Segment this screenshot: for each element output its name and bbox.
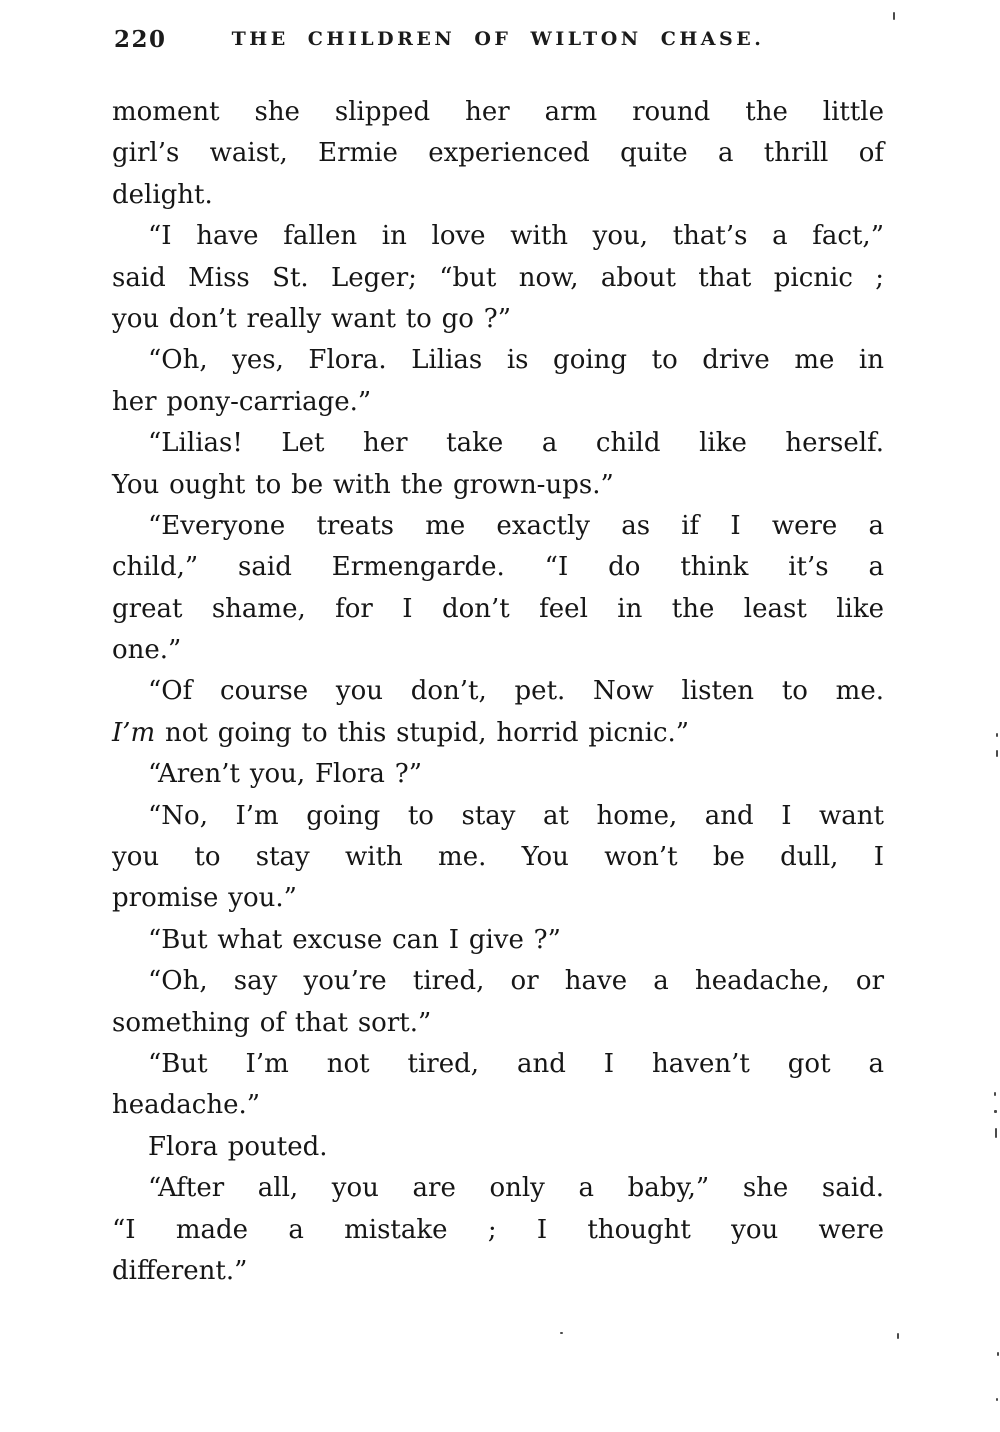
text-segment: “Oh, yes, Flora. Lilias is going to drive me in	[148, 345, 884, 376]
text-line	[112, 754, 884, 795]
text-line	[112, 713, 884, 754]
text-line	[112, 465, 884, 506]
text-segment: you to stay with me. You won’t be dull, I	[112, 842, 884, 873]
text-line	[112, 1168, 884, 1209]
text-segment: “But I’m not tired, and I haven’t got a	[148, 1048, 884, 1079]
paragraph	[112, 920, 884, 961]
text-line	[112, 506, 884, 547]
text-segment: “Oh, say you’re tired, or have a headache, or	[148, 966, 884, 997]
text-segment: different.”	[112, 1255, 248, 1286]
text-segment: “Lilias! Let her take a child like herself.	[148, 428, 884, 459]
text-line	[112, 1210, 884, 1251]
text-segment: “I have fallen in love with you, that’s a fact,”	[148, 221, 884, 252]
text-line	[112, 630, 884, 671]
text-line	[112, 175, 884, 216]
text-line	[112, 547, 884, 588]
italic-text: I’m	[112, 717, 156, 748]
text-segment: “No, I’m going to stay at home, and I want	[148, 800, 884, 831]
text-line	[112, 299, 884, 340]
paragraph	[112, 961, 884, 1044]
paragraph	[112, 216, 884, 340]
text-segment: her pony-carriage.”	[112, 386, 372, 417]
text-line	[112, 796, 884, 837]
text-segment: “Aren’t you, Flora ?”	[148, 759, 422, 790]
text-line	[112, 92, 884, 133]
text-segment: “Everyone treats me exactly as if I were a	[148, 510, 884, 541]
page-header	[112, 26, 884, 52]
text-segment: “I made a mistake ; I thought you were	[112, 1214, 884, 1245]
scan-speck	[897, 1333, 899, 1339]
paragraph	[112, 1168, 884, 1292]
text-line	[112, 878, 884, 919]
text-segment: delight.	[112, 179, 213, 210]
text-segment: girl’s waist, Ermie experienced quite a thrill of	[112, 138, 884, 169]
page-number: 220	[114, 26, 167, 53]
scan-speck	[996, 1398, 998, 1401]
text-line	[112, 671, 884, 712]
text-line	[112, 340, 884, 381]
text-line	[112, 1003, 884, 1044]
text-line	[112, 837, 884, 878]
text-segment: great shame, for I don’t feel in the least like	[112, 593, 884, 624]
paragraph	[112, 340, 884, 423]
text-line	[112, 1085, 884, 1126]
text-segment: said Miss St. Leger; “but now, about that picnic ;	[112, 262, 884, 293]
text-line	[112, 589, 884, 630]
paragraph	[112, 1127, 884, 1168]
running-title: THE CHILDREN OF WILTON CHASE.	[231, 28, 765, 50]
text-segment: “Of course you don’t, pet. Now listen to me.	[148, 676, 884, 707]
text-line	[112, 961, 884, 1002]
text-segment: “But what excuse can I give ?”	[148, 924, 561, 955]
text-line	[112, 382, 884, 423]
scan-speck	[994, 1110, 997, 1113]
text-segment: You ought to be with the grown-ups.”	[112, 469, 614, 500]
text-line	[112, 1044, 884, 1085]
page-body	[112, 92, 884, 1292]
scan-speck	[893, 12, 895, 20]
text-segment: Flora pouted.	[148, 1131, 328, 1162]
text-line	[112, 920, 884, 961]
text-segment: promise you.”	[112, 883, 297, 914]
text-segment: “After all, you are only a baby,” she said.	[148, 1173, 884, 1204]
scan-speck	[994, 1092, 996, 1096]
paragraph	[112, 796, 884, 920]
text-line	[112, 1251, 884, 1292]
text-segment: something of that sort.”	[112, 1007, 432, 1038]
scan-speck	[996, 750, 998, 757]
scan-speck	[560, 1332, 563, 1334]
text-segment: headache.”	[112, 1090, 261, 1121]
text-block	[112, 26, 884, 1292]
paragraph	[112, 754, 884, 795]
text-segment: child,” said Ermengarde. “I do think it’s a	[112, 552, 884, 583]
paragraph	[112, 1044, 884, 1127]
text-segment: you don’t really want to go ?”	[112, 303, 512, 334]
text-line	[112, 133, 884, 174]
text-line	[112, 258, 884, 299]
paragraph	[112, 423, 884, 506]
paragraph	[112, 506, 884, 672]
paragraph	[112, 671, 884, 754]
text-segment: moment she slipped her arm round the little	[112, 97, 884, 127]
text-segment: one.”	[112, 635, 182, 666]
text-line	[112, 216, 884, 257]
scan-speck	[997, 1352, 999, 1356]
scan-speck	[996, 733, 998, 737]
scan-speck	[995, 1128, 997, 1138]
paragraph	[112, 92, 884, 216]
text-line	[112, 1127, 884, 1168]
text-line	[112, 423, 884, 464]
text-segment: not going to this stupid, horrid picnic.”	[155, 717, 690, 748]
